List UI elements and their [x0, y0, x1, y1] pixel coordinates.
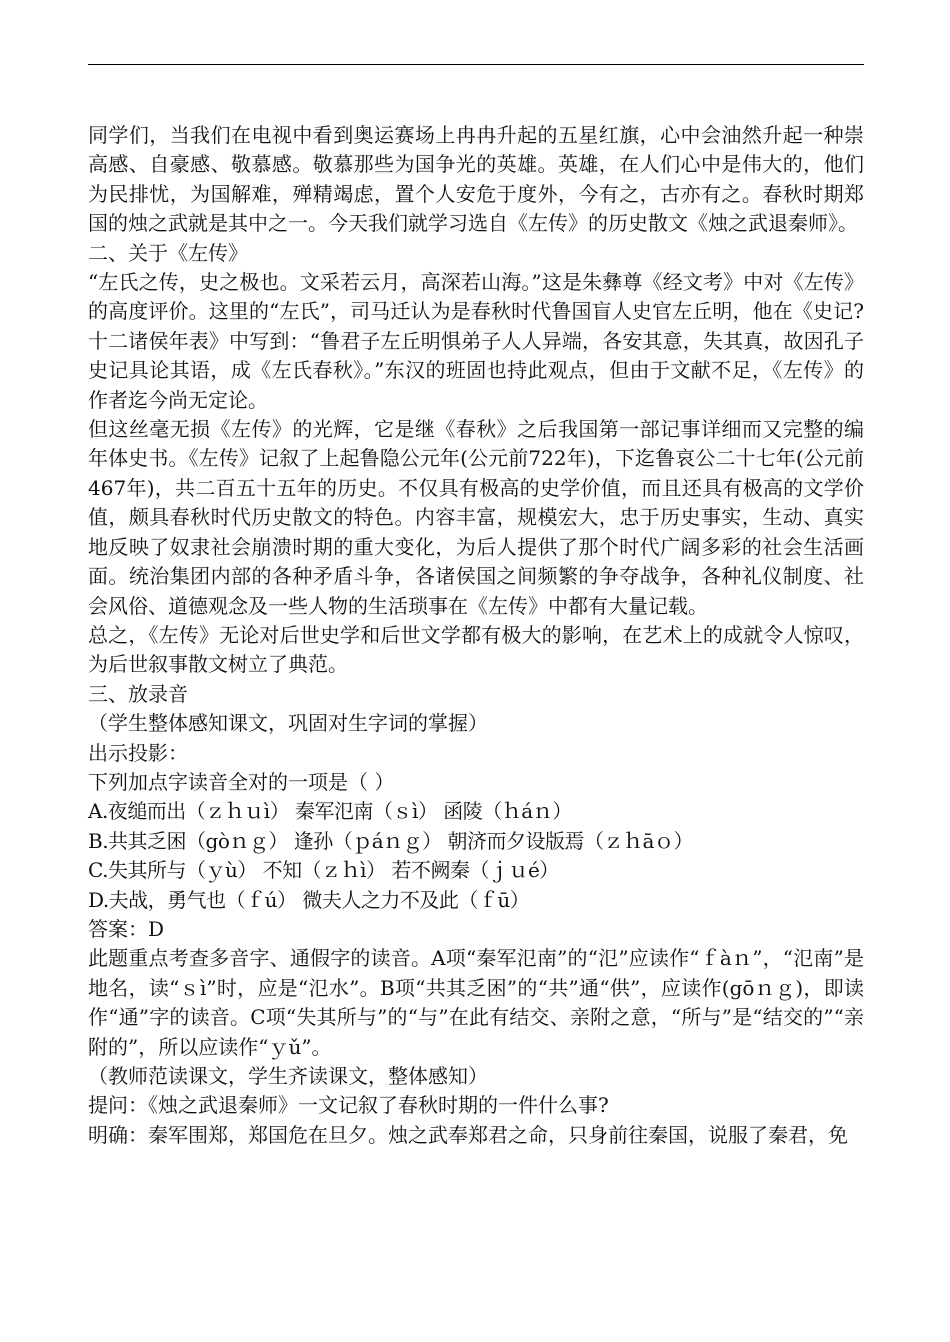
- question-line: 提问：《烛之武退秦师》一文记叙了春秋时期的一件什么事?: [88, 1093, 609, 1118]
- option-b: B.共其乏困（gòｎｇ） 逢孙（ｐáｎｇ） 朝济而夕设版焉（ｚｈāｏ）: [88, 828, 693, 853]
- answer-line: 答案：D: [88, 916, 165, 941]
- zuozhuan-value-paragraph: 但这丝毫无损《左传》的光辉，它是继《春秋》之后我国第一部记事详细而又完整的编年体史书。《左传》记叙了上起鲁隐公元年(公元前722年)，下迄鲁哀公二十七年(公元前467年)，共二百五十五年的历史。不仅具有极高的史学价值，而且还具有极高的文学价值，颇具春秋时代历史散文的特色。内容丰富，规模宏大，忠于历史事实，生动、真实地反映了奴隶社会崩溃时期的重大变化，为后人提供了那个时代广阔多彩的社会生活画面。统治集团内部的各种矛盾斗争，各诸侯国之间频繁的争夺战争，各种礼仪制度、社会风俗、道德观念及一些人物的生活琐事在《左传》中都有大量记载。: [88, 417, 864, 618]
- option-d: D.夫战，勇气也（ｆú） 微夫人之力不及此（ｆū）: [88, 887, 530, 912]
- projection-label: 出示投影：: [88, 740, 188, 765]
- header-rule: [88, 64, 864, 65]
- section-heading-recording: 三、放录音: [88, 681, 188, 706]
- reading-note: （教师范读课文，学生齐读课文，整体感知）: [88, 1064, 488, 1088]
- section-heading-zuozhuan: 二、关于《左传》: [88, 240, 248, 265]
- document-body: [88, 121, 864, 1150]
- question-stem: 下列加点字读音全对的一项是（ ）: [88, 769, 395, 794]
- zuozhuan-paragraph: “左氏之传，史之极也。文采若云月，高深若山海。”这是朱彝尊《经文考》中对《左传》的高度评价。这里的“左氏”，司马迁认为是春秋时代鲁国盲人史官左丘明，他在《史记?十二诸侯年表》中写到：“鲁君子左丘明惧弟子人人异端，各安其意，失其真，故因孔子史记具论其语，成《左氏春秋》。”东汉的班固也持此观点，但由于文献不足，《左传》的作者迄今尚无定论。: [88, 270, 864, 412]
- explanation-paragraph: 此题重点考查多音字、通假字的读音。A项“秦军氾南”的“氾”应读作“ｆàｎ”，“氾南”是地名，读“ｓì”时，应是“氾水”。B项“共其乏困”的“共”通“供”，应读作(gōｎｇ)，即读作“通”字的读音。C项“失其所与”的“与”在此有结交、亲附之意，“所与”是“结交的”“亲附的”，所以应读作“ｙǔ”。: [88, 946, 864, 1059]
- option-c: C.失其所与（ｙù） 不知（ｚｈì） 若不阙秦（ｊｕé）: [88, 858, 559, 883]
- answer-clarification: 明确：秦军围郑，郑国危在旦夕。烛之武奉郑君之命，只身前往秦国，说服了秦君，免: [88, 1122, 848, 1147]
- intro-paragraph: 同学们，当我们在电视中看到奥运赛场上冉冉升起的五星红旗，心中会油然升起一种崇高感、自豪感、敬慕感。敬慕那些为国争光的英雄。英雄，在人们心中是伟大的，他们为民排忧，为国解难，殚精竭虑，置个人安危于度外，今有之，古亦有之。春秋时期郑国的烛之武就是其中之一。今天我们就学习选自《左传》的历史散文《烛之武退秦师》。: [88, 123, 864, 236]
- option-a: A.夜缒而出（ｚｈｕì） 秦军氾南（ｓì） 函陵（ｈáｎ）: [88, 799, 572, 824]
- summary-paragraph: 总之，《左传》无论对后世史学和后世文学都有极大的影响，在艺术上的成就令人惊叹，为后世叙事散文树立了典范。: [88, 622, 864, 677]
- instruction-note: （学生整体感知课文，巩固对生字词的掌握）: [88, 711, 488, 736]
